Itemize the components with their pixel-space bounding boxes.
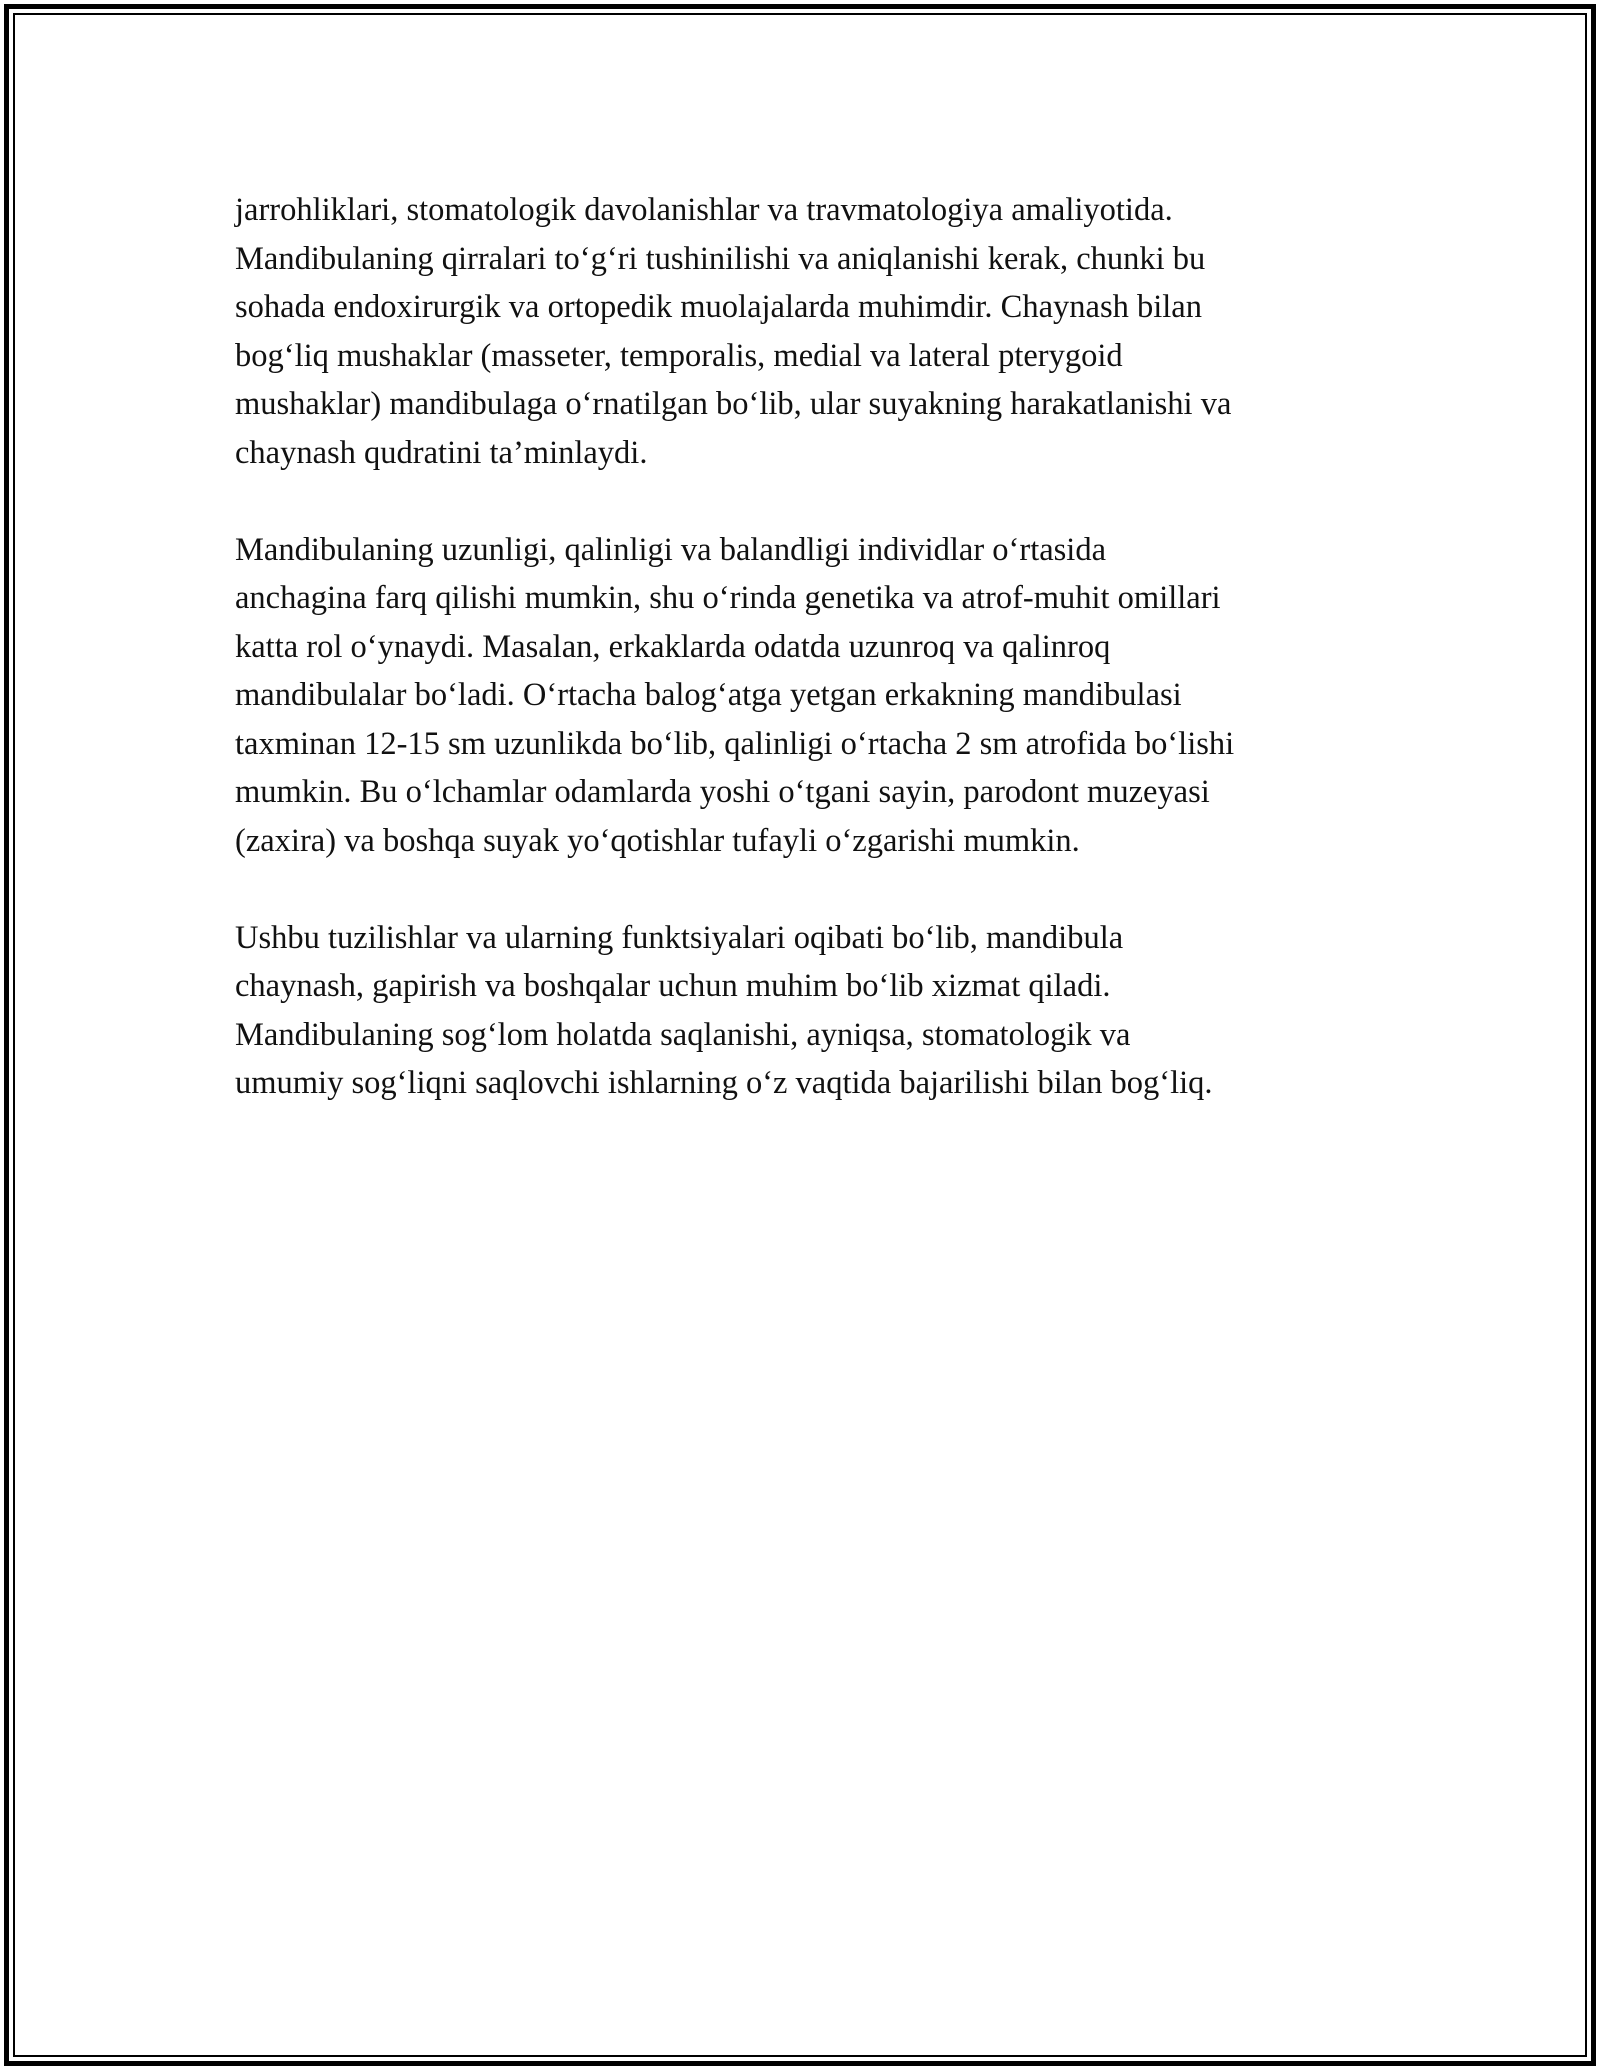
paragraph-line: mandibulalar bo‘ladi. O‘rtacha balog‘atga yetgan erkakning mandibulasi bbox=[235, 677, 1182, 713]
document-body bbox=[235, 186, 1395, 1156]
paragraph-line: anchagina farq qilishi mumkin, shu o‘rinda genetika va atrof-muhit omillari bbox=[235, 580, 1221, 616]
paragraph-line: taxminan 12-15 sm uzunlikda bo‘lib, qalinligi o‘rtacha 2 sm atrofida bo‘lishi bbox=[235, 725, 1235, 762]
paragraph-line: umumiy sog‘liqni saqlovchi ishlarning o‘z vaqtida bajarilishi bilan bog‘liq. bbox=[235, 1065, 1213, 1101]
paragraph-line: Mandibulaning uzunligi, qalinligi va balandligi individlar o‘rtasida bbox=[235, 531, 1107, 568]
paragraph-line: mumkin. Bu o‘lchamlar odamlarda yoshi o‘tgani sayin, parodont muzeyasi bbox=[235, 774, 1210, 810]
paragraph-line: sohada endoxirurgik va ortopedik muolajalarda muhimdir. Chaynash bilan bbox=[235, 289, 1202, 325]
paragraph-1 bbox=[235, 186, 1395, 477]
paragraph-line: bog‘liq mushaklar (masseter, temporalis, medial va lateral pterygoid bbox=[235, 337, 1123, 374]
paragraph-line: Mandibulaning qirralari to‘g‘ri tushinilishi va aniqlanishi kerak, chunki bu bbox=[235, 240, 1206, 277]
paragraph-line: chaynash, gapirish va boshqalar uchun muhim bo‘lib xizmat qiladi. bbox=[235, 968, 1111, 1004]
paragraph-line: (zaxira) va boshqa suyak yo‘qotishlar tufayli o‘zgarishi mumkin. bbox=[235, 822, 1080, 859]
paragraph-line: mushaklar) mandibulaga o‘rnatilgan bo‘lib, ular suyakning harakatlanishi va bbox=[235, 386, 1232, 422]
paragraph-line: Mandibulaning sog‘lom holatda saqlanishi, ayniqsa, stomatologik va bbox=[235, 1016, 1131, 1053]
paragraph-line: chaynash qudratini ta’minlaydi. bbox=[235, 434, 648, 471]
paragraph-line: katta rol o‘ynaydi. Masalan, erkaklarda odatda uzunroq va qalinroq bbox=[235, 628, 1111, 665]
paragraph-3 bbox=[235, 914, 1395, 1108]
paragraph-2 bbox=[235, 526, 1395, 866]
paragraph-line: jarrohliklari, stomatologik davolanishlar va travmatologiya amaliyotida. bbox=[235, 192, 1173, 228]
paragraph-line: Ushbu tuzilishlar va ularning funktsiyalari oqibati bo‘lib, mandibula bbox=[235, 919, 1124, 956]
